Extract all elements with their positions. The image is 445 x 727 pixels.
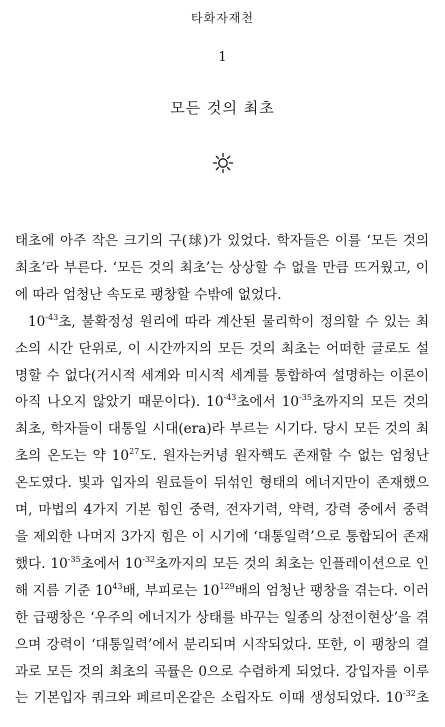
text-segment: 도. 원자는커녕 원자핵도 존재할 수 없는 엄청난 — [139, 448, 429, 465]
text-line — [15, 336, 429, 363]
text-segment: 태초에 아주 작은 크기의 구(球)가 있었다. 학자들은 이를 ‘모든 것의 — [15, 233, 429, 249]
text-line — [15, 470, 429, 497]
text-segment: 초의 온도는 약 10 — [15, 448, 130, 465]
text-line — [15, 416, 429, 443]
text-segment: 초까지의 모든 것의 — [311, 394, 429, 411]
text-line — [15, 497, 429, 524]
text-line — [15, 605, 429, 632]
chapter-title: 모든 것의 최초 — [170, 99, 275, 117]
text-line — [15, 524, 429, 551]
text-segment: 을 제외한 나머지 3가지 힘은 이 시기에 ‘대통일력’으로 통합되어 존재 — [15, 528, 429, 545]
exponent: -35 — [299, 393, 312, 403]
exponent: -43 — [223, 393, 237, 403]
body-text — [15, 228, 429, 712]
sun-icon — [212, 152, 234, 174]
exponent: 27 — [129, 447, 140, 457]
text-segment: 과로 모든 것의 최초의 곡률은 0으로 수렴하게 되었다. 강입자를 이루 — [15, 663, 429, 680]
text-segment: 배의 엄청난 팽창을 겪는다. 이러 — [234, 582, 429, 599]
text-segment: 으며 강력이 ‘대통일력’에서 분리되며 시작되었다. 또한, 이 팽창의 결 — [15, 636, 429, 653]
text-segment: 배, 부피로는 10 — [122, 582, 220, 599]
text-line — [15, 228, 429, 255]
text-segment: 초, 불확정성 원리에 따라 계산된 물리학이 정의할 수 있는 최 — [58, 313, 429, 330]
text-segment: 아직 나오지 않았기 때문이다). 10 — [15, 394, 224, 411]
text-segment: 에 따라 엄청난 속도로 팽창할 수밖에 없었다. — [15, 286, 282, 303]
text-line — [15, 578, 429, 605]
text-segment: 초에서 10 — [236, 394, 300, 411]
text-segment: 온도였다. 빛과 입자의 원료들이 뒤섞인 형태의 에너지만이 존재했으 — [15, 475, 430, 492]
text-segment: 했다. 10 — [15, 555, 68, 572]
exponent: 43 — [112, 581, 123, 591]
text-segment: 는 기본입자 쿼크와 페르미온같은 소립자도 이때 생성되었다. 10 — [15, 690, 403, 707]
running-head: 타화자재천 — [191, 11, 254, 25]
text-line — [15, 255, 429, 282]
text-segment: 소의 시간 단위로, 이 시간까지의 모든 것의 최초는 어떠한 글로도 설 — [15, 340, 429, 357]
text-segment: 초까지의 모든 것의 최초는 인플레이션으로 인 — [155, 555, 430, 572]
text-line — [15, 659, 429, 686]
text-line — [15, 309, 429, 336]
text-line — [15, 632, 429, 659]
text-line — [15, 551, 429, 578]
text-line — [15, 443, 429, 470]
text-segment: 한 급팽창은 ‘우주의 에너지가 상태를 바꾸는 일종의 상전이현상’을 겪 — [15, 609, 429, 626]
text-line — [15, 363, 429, 390]
exponent: -43 — [45, 312, 59, 322]
text-segment: 초에서 10 — [80, 555, 143, 572]
text-segment: 며, 마법의 4가지 기본 힘인 중력, 전자기력, 약력, 강력 중에서 중력 — [15, 502, 429, 519]
text-segment: 해 지름 기준 10 — [15, 582, 113, 599]
text-segment: 명할 수 없다(거시적 세계와 미시적 세계를 통합하여 설명하는 이론이 — [15, 367, 429, 384]
text-segment: 최초, 학자들이 대통일 시대(era)라 부르는 시기다. 당시 모든 것의 최 — [15, 421, 429, 438]
text-segment: 초 — [415, 690, 429, 707]
chapter-number: 1 — [218, 50, 227, 65]
exponent: -35 — [67, 554, 81, 564]
text-line — [15, 282, 429, 309]
text-segment: 최초’라 부른다. ‘모든 것의 최초’는 상상할 수 없을 만큼 뜨거웠고, 이 — [15, 259, 429, 276]
exponent: -32 — [142, 554, 156, 564]
exponent: -32 — [402, 689, 416, 699]
text-line — [15, 685, 429, 712]
text-segment: 10 — [28, 313, 46, 330]
exponent: 129 — [219, 581, 235, 591]
text-line — [15, 389, 429, 416]
